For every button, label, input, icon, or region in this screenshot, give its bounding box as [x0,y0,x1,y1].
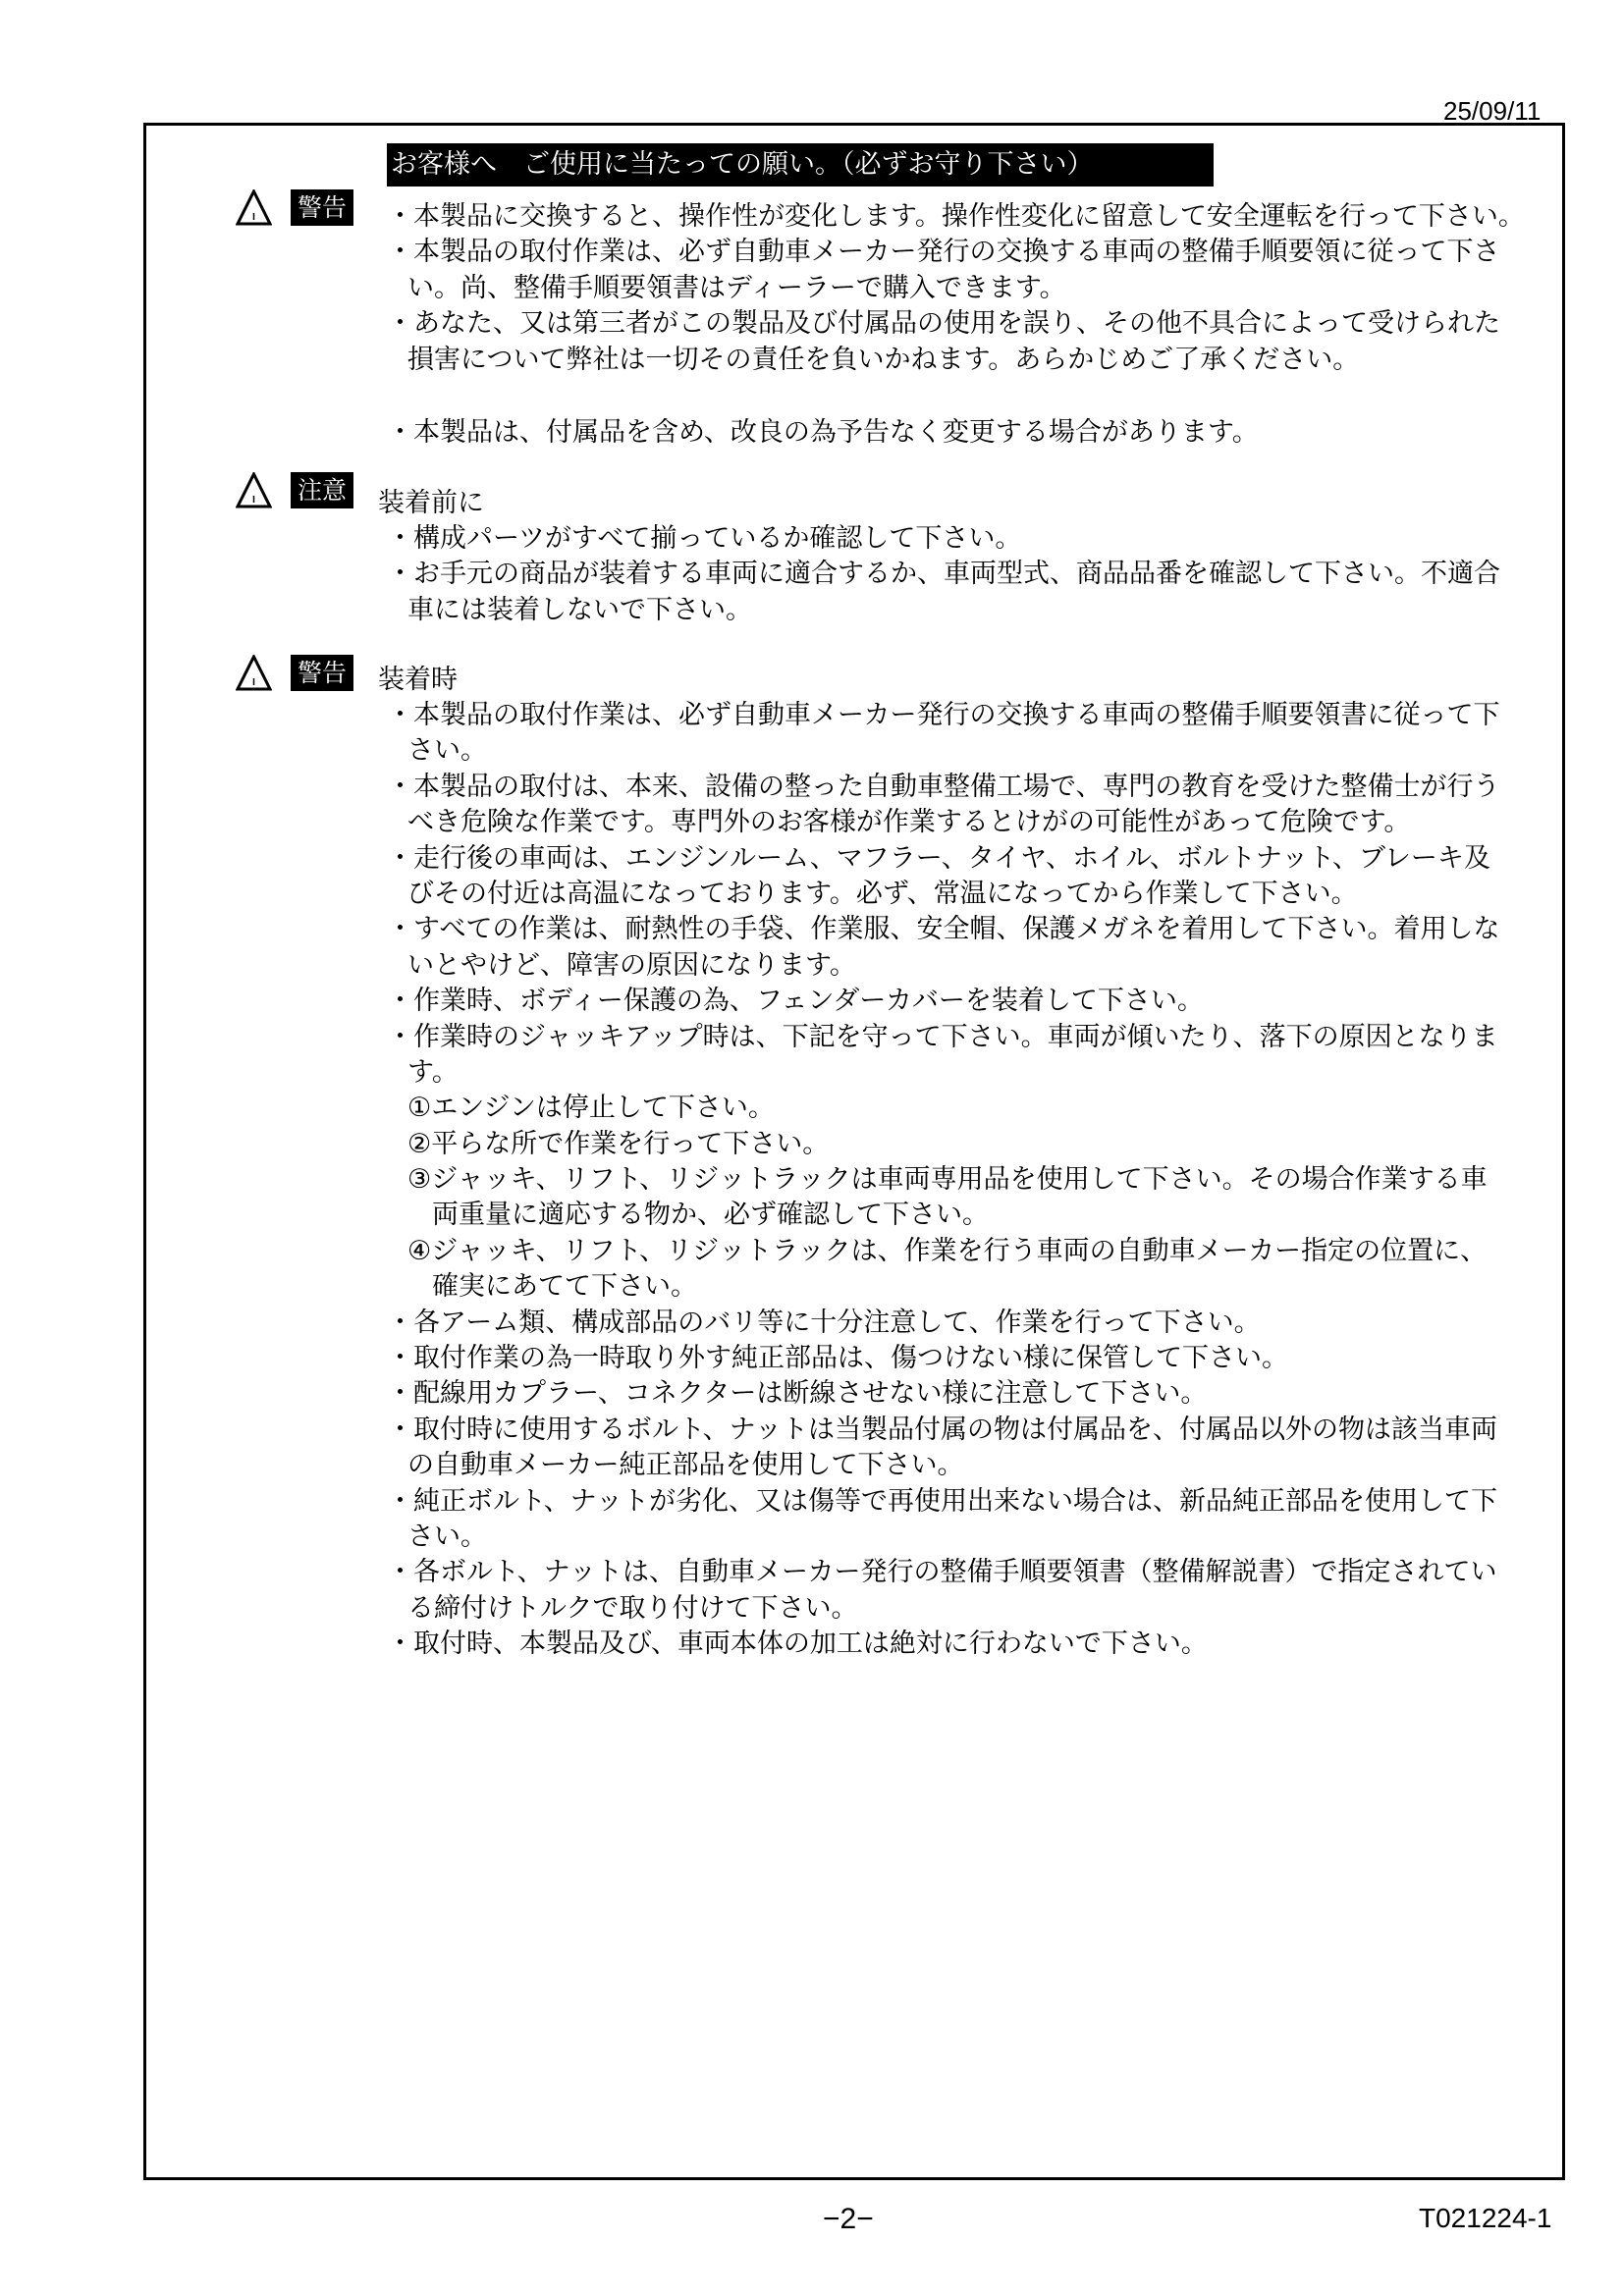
list-item-line: ・構成パーツがすべて揃っているか確認して下さい。 [387,523,1022,554]
list-item-line: さい。 [407,735,487,767]
list-item-line: 両重量に適応する物か、必ず確認して下さい。 [432,1200,989,1231]
list-item-line: ・各アーム類、構成部品のバリ等に十分注意して、作業を行って下さい。 [387,1307,1261,1338]
caution-label: 警告 [291,655,353,691]
list-item [387,912,1499,984]
list-item [387,770,1499,841]
warning-triangle-icon [236,655,272,691]
list-item-line: ・本製品に交換すると、操作性が変化します。操作性変化に留意して安全運転を行って下さい。 [387,201,1525,232]
list-item [387,199,1525,235]
list-item-line: さい。 [407,1521,487,1552]
page-title: お客様へ ご使用に当たっての願い。（必ずお守り下さい） [387,143,1214,187]
list-item [387,1627,1499,1662]
sub-list-item [387,1127,1499,1162]
list-item [387,984,1499,1019]
list-item-line: 損害について弊社は一切その責任を負いかねます。あらかじめご了承ください。 [407,344,1360,375]
list-item-line: ・取付作業の為一時取り外す純正部品は、傷つけない様に保管して下さい。 [387,1343,1288,1374]
list-item-line: ・本製品の取付は、本来、設備の整った自動車整備工場で、専門の教育を受けた整備士が行う [387,771,1500,802]
list-item [387,1020,1499,1092]
list-item-line: い。尚、整備手順要領書はディーラーで購入できます。 [407,272,1066,303]
list-item-line: ③ジャッキ、リフト、リジットラックは車両専用品を使用して下さい。その場合作業する車 [407,1164,1488,1196]
list-item [387,1341,1499,1376]
list-item-line: ・本製品は、付属品を含め、改良の為予告なく変更する場合があります。 [387,417,1259,448]
list-item [387,415,1259,451]
list-item-line: ・お手元の商品が装着する車両に適合するか、車両型式、商品品番を確認して下さい。不適合 [387,559,1500,590]
list-item-line: ・取付時、本製品及び、車両本体の加工は絶対に行わないで下さい。 [387,1629,1208,1660]
list-item-line: 確実にあてて下さい。 [432,1271,697,1303]
caution-label: 注意 [291,472,353,508]
list-item [387,841,1499,913]
section-heading: 装着時 [378,665,458,695]
document-code: T021224-1 [1419,2203,1552,2233]
warning-triangle-icon [236,472,272,508]
caution-label: 警告 [291,189,353,226]
page-number: −2− [823,2203,874,2235]
instruction-list [387,698,1499,1663]
list-item-line: ・作業時のジャッキアップ時は、下記を守って下さい。車両が傾いたり、落下の原因となりま [387,1021,1498,1052]
list-item [387,1306,1499,1341]
sub-list-item [387,1091,1499,1126]
instruction-list [387,521,1500,628]
sub-list-item [387,1234,1499,1306]
list-item-line: ・各ボルト、ナットは、自動車メーカー発行の整備手順要領書（整備解説書）で指定されてい [387,1557,1497,1588]
warning-triangle-icon [236,189,272,226]
list-item-line: べき危険な作業です。専門外のお客様が作業するとけがの可能性があって危険です。 [407,807,1411,838]
list-item [387,1413,1499,1484]
sub-list-item [387,1162,1499,1234]
list-item [387,1484,1499,1556]
list-item-line: びその付近は高温になっております。必ず、常温になってから作業して下さい。 [407,878,1358,909]
list-item-line: ④ジャッキ、リフト、リジットラックは、作業を行う車両の自動車メーカー指定の位置に、 [407,1235,1488,1266]
list-item [387,1376,1499,1412]
list-item [387,698,1499,770]
list-item [387,235,1525,306]
list-item-line: ②平らな所で作業を行って下さい。 [407,1128,830,1159]
instruction-list [387,199,1525,378]
list-item-line: 車には装着しないで下さい。 [407,594,752,625]
section-heading: 装着前に [378,488,484,518]
list-item-line: ・走行後の車両は、エンジンルーム、マフラー、タイヤ、ホイル、ボルトナット、ブレーキ及 [387,842,1490,874]
list-item-line: ・本製品の取付作業は、必ず自動車メーカー発行の交換する車両の整備手順要領書に従って下 [387,700,1500,730]
list-item-line: の自動車メーカー純正部品を使用して下さい。 [407,1450,964,1481]
instruction-list [387,415,1259,451]
list-item-line: ・純正ボルト、ナットが劣化、又は傷等で再使用出来ない場合は、新品純正部品を使用して下 [387,1485,1498,1517]
document-date: 25/09/11 [1443,96,1542,126]
list-item-line: ・すべての作業は、耐熱性の手袋、作業服、安全帽、保護メガネを着用して下さい。着用しな [387,914,1500,945]
list-item [387,306,1525,378]
list-item-line: す。 [407,1056,459,1088]
list-item [387,521,1500,557]
list-item-line: ・取付時に使用するボルト、ナットは当製品付属の物は付属品を、付属品以外の物は該当車両 [387,1414,1498,1445]
list-item-line: いとやけど、障害の原因になります。 [407,949,856,981]
list-item-line: ・あなた、又は第三者がこの製品及び付属品の使用を誤り、その他不具合によって受けられた [387,308,1500,340]
list-item [387,557,1500,628]
list-item-line: ①エンジンは停止して下さい。 [407,1093,775,1124]
list-item-line: ・本製品の取付作業は、必ず自動車メーカー発行の交換する車両の整備手順要領に従って下さ [387,237,1500,268]
list-item-line: る締付けトルクで取り付けて下さい。 [407,1592,858,1624]
list-item [387,1555,1499,1627]
list-item-line: ・配線用カプラー、コネクターは断線させない様に注意して下さい。 [387,1378,1208,1410]
list-item-line: ・作業時、ボディー保護の為、フェンダーカバーを装着して下さい。 [387,986,1204,1017]
